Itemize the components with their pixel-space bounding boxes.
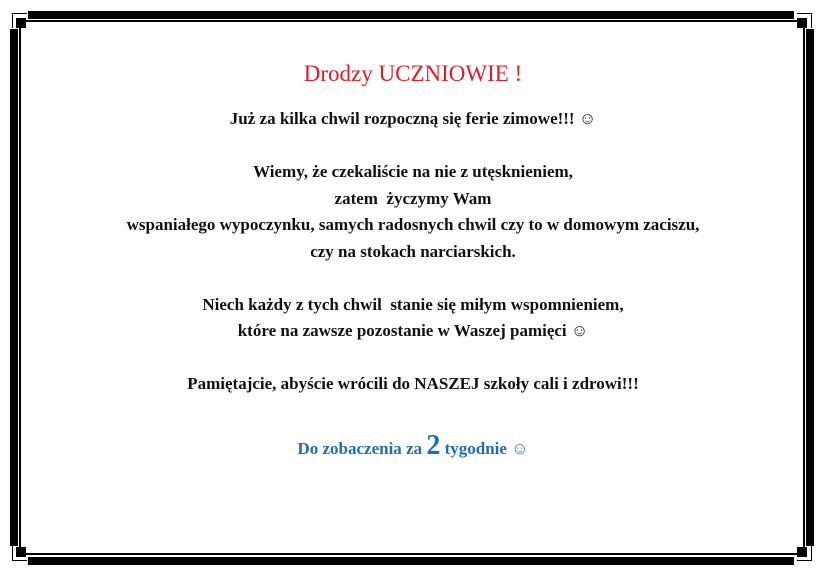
frame-corner-square-bottom-right xyxy=(797,547,807,557)
frame-right-border xyxy=(806,29,814,546)
paragraph1-line1: Wiemy, że czekaliście na nie z utęsknieniem, xyxy=(253,162,573,181)
paragraph3-line: Pamiętajcie, abyście wrócili do NASZEJ szkoły cali i zdrowi!!! xyxy=(187,374,639,393)
frame-inner-right-line xyxy=(803,20,805,555)
frame-left-border xyxy=(10,29,18,546)
frame-bottom-border xyxy=(28,557,794,565)
intro-line: Już za kilka chwil rozpoczną się ferie zimowe!!! ☺ xyxy=(229,109,597,128)
frame-inner-bottom-line xyxy=(19,553,805,555)
closing-line xyxy=(30,432,796,460)
paragraph1-line4: czy na stokach narciarskich. xyxy=(310,242,516,261)
closing-weeks-number: 2 xyxy=(426,430,441,461)
frame-inner-left-line xyxy=(19,20,21,555)
closing-text-after: tygodnie ☺ xyxy=(440,439,529,458)
frame-inner-top-line xyxy=(19,20,805,22)
closing-text-before: Do zobaczenia za xyxy=(297,439,427,458)
frame-corner-square-top-right xyxy=(797,18,807,28)
letter-title: Drodzy UCZNIOWIE ! xyxy=(303,61,523,86)
frame-corner-square-top-left xyxy=(16,18,26,28)
frame-top-border xyxy=(28,11,794,19)
paragraph1-line2: zatem życzymy Wam xyxy=(334,189,492,208)
paragraph2-line2: które na zawsze pozostanie w Waszej pamięci ☺ xyxy=(237,321,589,340)
paragraph1-line3: wspaniałego wypoczynku, samych radosnych chwil czy to w domowym zaciszu, xyxy=(126,215,700,234)
paragraph2-line1: Niech każdy z tych chwil stanie się miłym wspomnieniem, xyxy=(202,295,624,314)
frame-corner-square-bottom-left xyxy=(16,547,26,557)
